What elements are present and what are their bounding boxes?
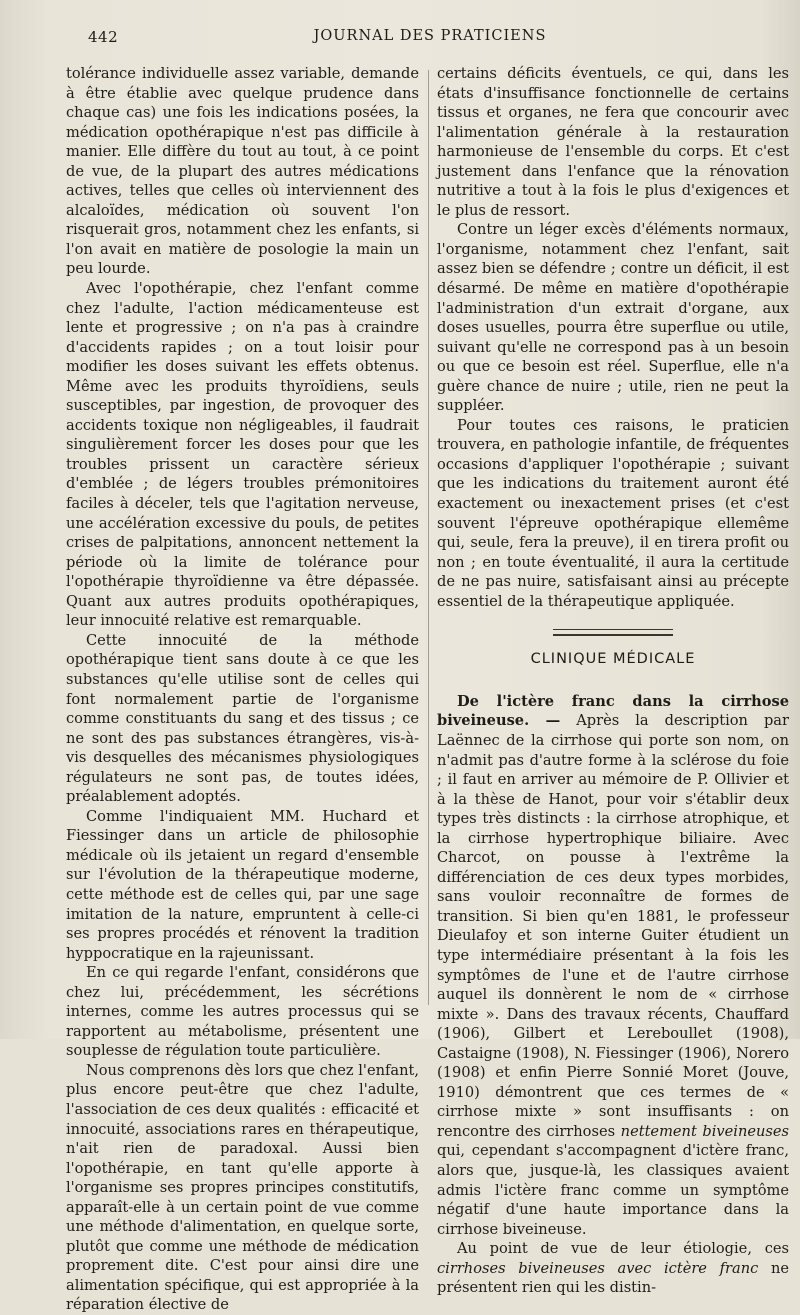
italic-term: cirrhoses biveineuses avec ictère franc bbox=[437, 1259, 759, 1277]
paragraph bbox=[437, 1239, 789, 1298]
italic-term: nettement biveineuses bbox=[620, 1122, 790, 1140]
paragraph: Cette innocuité de la méthode opothérapique tient sans doute à ce que les substances qu'elle utilise sont de celles qui font normalement partie de l'organisme comme constituants du sang et des tissus ; ce ne sont des pas substances étrangères, vis-à-vis desquelles des mécanismes physiologiques régulateurs ne sont pas, de toutes idées, préalablement adoptés. bbox=[66, 631, 419, 806]
paragraph: Nous comprenons dès lors que chez l'enfant, plus encore peut-être que chez l'adulte, l'association de ces deux qualités : efficacité et innocuité, associations rares en thérapeutique, n'ait rien de paradoxal. Aussi bien l'opothérapie, en tant qu'elle apporte à l'organisme ses propres principes constitutifs, apparaît-elle à un certain point de vue comme une méthode d'alimentation, en quelque sorte, plutôt que comme une méthode de médication proprement dite. C'est pour ainsi dire une alimentation spécifique, qui est appropriée à la réparation élective de bbox=[66, 1061, 419, 1314]
paragraph: Comme l'indiquaient MM. Huchard et Fiessinger dans un article de philosophie médicale où ils jetaient un regard d'ensemble sur l'évolution de la thérapeutique moderne, cette méthode est de celles qui, par une sage imitation de la nature, empruntent à celle-ci ses propres procédés et rénovent la tradition hyppocratique en la rajeunissant. bbox=[66, 807, 419, 962]
paragraph: Avec l'opothérapie, chez l'enfant comme chez l'adulte, l'action médicamenteuse est lente et progressive ; on n'a pas à craindre d'accidents rapides ; on a tout loisir pour modifier les doses suivant les effets obtenus. Même avec les produits thyroïdiens, seuls susceptibles, par ingestion, de provoquer des accidents toxique non négligeables, il faudrait singulièrement forcer les doses pour que les troubles prissent un caractère sérieux d'emblée ; de légers troubles prémonitoires faciles à déceler, tels que l'agitation nerveuse, une accélération excessive du pouls, de petites crises de palpitations, annoncent nettement la période où la limite de tolérance pour l'opothérapie thyroïdienne va être dépassée. Quant aux autres produits opothérapiques, leur innocuité relative est remarquable. bbox=[66, 280, 419, 630]
section-title: CLINIQUE MÉDICALE bbox=[530, 651, 696, 668]
paragraph-text: ne présentent rien qui les distin- bbox=[437, 1259, 790, 1297]
paragraph: Pour toutes ces raisons, le praticien trouvera, en pathologie infantile, de fréquentes occasions d'appliquer l'opothérapie ; suivant que les indications du traitement auront été exactement ou inexactement prises (et c'est souvent l'épreuve opothérapique ellemême qui, seule, fera la preuve), il en tirera profit ou non ; en toute éventualité, il aura la certitude de ne pas nuire, satisfaisant ainsi au précepte essentiel de la thérapeutique appliquée. bbox=[437, 416, 789, 610]
column-divider bbox=[428, 70, 429, 1005]
right-column bbox=[437, 64, 789, 1298]
paragraph: certains déficits éventuels, ce qui, dans les états d'insuffisance fonctionnelle de certains tissus et organes, ne fera que concourir avec l'alimentation générale à la restauration harmonieuse de l'ensemble du corps. Et c'est justement dans l'enfance que la rénovation nutritive a tout à la fois le plus d'exigences et le plus de ressort. bbox=[437, 65, 789, 219]
article-heading: De l'ictère franc dans la cirrhose biveineuse. — bbox=[437, 692, 789, 730]
article-paragraph bbox=[437, 692, 789, 1239]
paragraph: En ce qui regarde l'enfant, considérons que chez lui, précédemment, les sécrétions internes, comme les autres processus qui se rapportent au métabolisme, présentent une souplesse de régulation toute particulière. bbox=[66, 964, 419, 1060]
page-header bbox=[70, 28, 790, 50]
paragraph: tolérance individuelle assez variable, demande à être établie avec quelque prudence dans chaque cas) une fois les indications posées, la médication opothérapique n'est pas difficile à manier. Elle diffère du tout au tout, à ce point de vue, de la plupart des autres médications actives, telles que celles où interviennent des alcaloïdes, médication où souvent l'on risquerait gros, notamment chez les enfants, si l'on avait en matière de posologie la main un peu lourde. bbox=[66, 65, 419, 278]
paragraph: Contre un léger excès d'éléments normaux, l'organisme, notamment chez l'enfant, sait assez bien se défendre ; contre un déficit, il est désarmé. De même en matière d'opothérapie l'administration d'un extrait d'organe, aux doses usuelles, pourra être superflue ou utile, suivant qu'elle ne correspond pas à un besoin ou que ce besoin est réel. Superflue, elle n'a guère chance de nuire ; utile, rien ne peut la suppléer. bbox=[437, 221, 789, 415]
journal-title: JOURNAL DES PRATICIENS bbox=[313, 28, 547, 44]
article-text: qui, cependant s'accompagnent d'ictère franc, alors que, jusque-là, les classiques avaient admis l'ictère franc comme un symptôme négatif d'une haute importance dans la cirrhose biveineuse. bbox=[437, 1142, 789, 1238]
article-text: Après la description par Laënnec de la cirrhose qui porte son nom, on n'admit pas d'autre forme à la sclérose du foie ; il faut en arriver au mémoire de P. Ollivier et à la thèse de Hanot, pour voir s'établir deux types très distincts : la cirrhose atrophique, et la cirrhose hypertrophique biliaire. Avec Charcot, on pousse à l'extrême la différenciation de ces deux types morbides, sans vouloir reconnaître de formes de transition. Si bien qu'en 1881, le professeur Dieulafoy et son interne Guiter étudient un type intermédiaire présentant à la fois les symptômes de l'une et de l'autre cirrhose auquel ils donnèrent le nom de « cirrhose mixte ». Dans des travaux récents, Chauffard (1906), Gilbert et Lereboullet (1908), Castaigne (1908), N. Fiessinger (1906), Norero (1908) et enfin Pierre Sonnié Moret (Jouve, 1910) démontrent que ces termes de « cirrhose mixte » sont insuffisants : on rencontre des cirrhoses bbox=[437, 712, 789, 1140]
page-number: 442 bbox=[88, 28, 119, 46]
paragraph-text: Au point de vue de leur étiologie, ces bbox=[457, 1240, 789, 1258]
left-column bbox=[66, 64, 419, 1315]
section-rule bbox=[553, 629, 673, 636]
